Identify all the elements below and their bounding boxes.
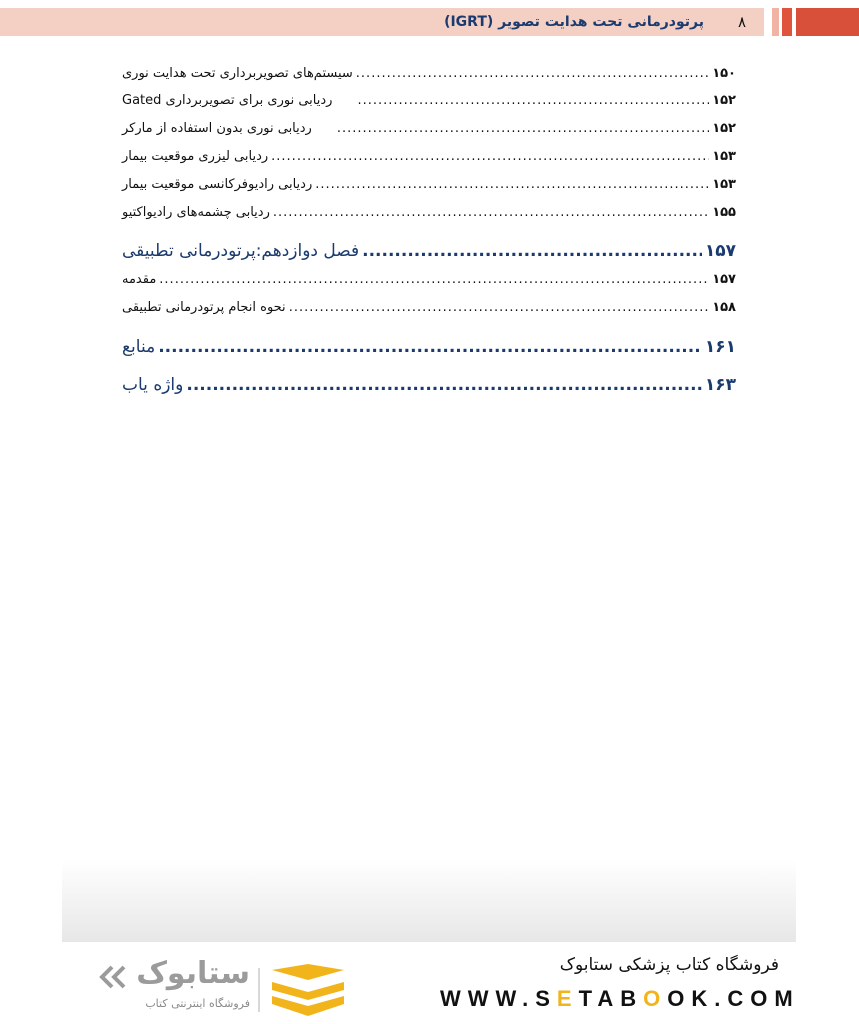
- toc-entry-title: نحوه انجام پرتودرمانی تطبیقی: [122, 300, 286, 315]
- toc-entry-title: منابع: [122, 337, 156, 357]
- toc-entry-title: ردیابی رادیوفرکانسی موقعیت بیمار: [122, 177, 313, 192]
- toc-leader-dots: [186, 368, 701, 402]
- footer-url[interactable]: [440, 986, 800, 1012]
- toc-leader-dots: [289, 295, 710, 321]
- toc-entry-title: ردیابی نوری بدون استفاده از مارکر: [122, 121, 312, 136]
- toc-entry-title: واژه یاب: [122, 375, 184, 395]
- toc-entry-page: ۱۵۵: [712, 205, 736, 220]
- toc-entry[interactable]: [122, 61, 736, 87]
- chevrons-icon: [98, 964, 138, 990]
- toc-entry-title: مقدمه: [122, 272, 157, 287]
- toc-chapter-heading[interactable]: [122, 330, 736, 364]
- toc-entry[interactable]: [122, 200, 736, 226]
- logo-divider: [258, 968, 260, 1012]
- toc-entry-page: ۱۶۳: [704, 375, 736, 395]
- toc-entry-page: ۱۵۷: [712, 272, 736, 287]
- header-stripe-light: [772, 8, 779, 36]
- toc-leader-dots: [158, 330, 702, 364]
- toc-entry-page: ۱۵۲: [712, 121, 736, 136]
- footer-url-part: TAB: [578, 986, 644, 1011]
- toc-entry[interactable]: [122, 144, 736, 170]
- toc-entry-page: ۱۵۰: [712, 66, 736, 81]
- toc-entry-title: ردیابی نوری برای تصویربرداری Gated: [122, 93, 333, 108]
- toc-leader-dots: [362, 234, 702, 268]
- header-gap: [764, 8, 772, 36]
- toc-entry-page: ۱۶۱: [704, 337, 736, 357]
- toc-entry-page: ۱۵۳: [712, 177, 736, 192]
- toc-entry[interactable]: [122, 116, 736, 142]
- toc-entry-title: ردیابی لیزری موقعیت بیمار: [122, 149, 269, 164]
- toc-leader-dots: [315, 172, 709, 198]
- toc-entry[interactable]: [122, 88, 736, 114]
- toc-chapter-heading[interactable]: [122, 368, 736, 402]
- setabook-logo-mark-icon: [268, 964, 348, 1018]
- toc-entry-title: ردیابی چشمه‌های رادیواکتیو: [122, 205, 270, 220]
- toc-entry[interactable]: [122, 295, 736, 321]
- footer-url-part: WWW.S: [440, 986, 557, 1011]
- toc-leader-dots: [356, 61, 709, 87]
- page-number: ۸: [737, 13, 747, 31]
- toc-entry-page: ۱۵۸: [712, 300, 736, 315]
- footer-url-highlight: O: [643, 986, 668, 1011]
- header-stripe-dark: [782, 8, 792, 36]
- toc-leader-dots: [357, 88, 709, 114]
- running-header-title: پرتودرمانی تحت هدایت تصویر (IGRT): [444, 14, 704, 30]
- toc-entry[interactable]: [122, 172, 736, 198]
- toc-entry-page: ۱۵۲: [712, 93, 736, 108]
- footer-url-part: OK.COM: [667, 986, 800, 1011]
- header-accent-block: [796, 8, 859, 36]
- toc-chapter-heading[interactable]: [122, 234, 736, 268]
- toc-entry[interactable]: [122, 267, 736, 293]
- toc-entry-page: ۱۵۷: [704, 241, 736, 261]
- footer-store-name: فروشگاه کتاب پزشکی ستابوک: [559, 955, 779, 975]
- toc-entry-title: فصل دوازدهم:پرتودرمانی تطبیقی: [122, 241, 360, 261]
- toc-entry-title: سیستم‌های تصویربرداری تحت هدایت نوری: [122, 66, 353, 81]
- toc-leader-dots: [271, 144, 709, 170]
- toc-leader-dots: [159, 267, 709, 293]
- bottom-fade: [62, 860, 796, 942]
- footer-url-highlight: E: [556, 986, 579, 1011]
- toc-entry-page: ۱۵۳: [712, 149, 736, 164]
- logo-wordmark: ستابوک: [136, 956, 250, 991]
- toc-leader-dots: [273, 200, 709, 226]
- toc-leader-dots: [337, 116, 709, 142]
- logo-subtitle: فروشگاه اینترنتی کتاب: [145, 997, 250, 1010]
